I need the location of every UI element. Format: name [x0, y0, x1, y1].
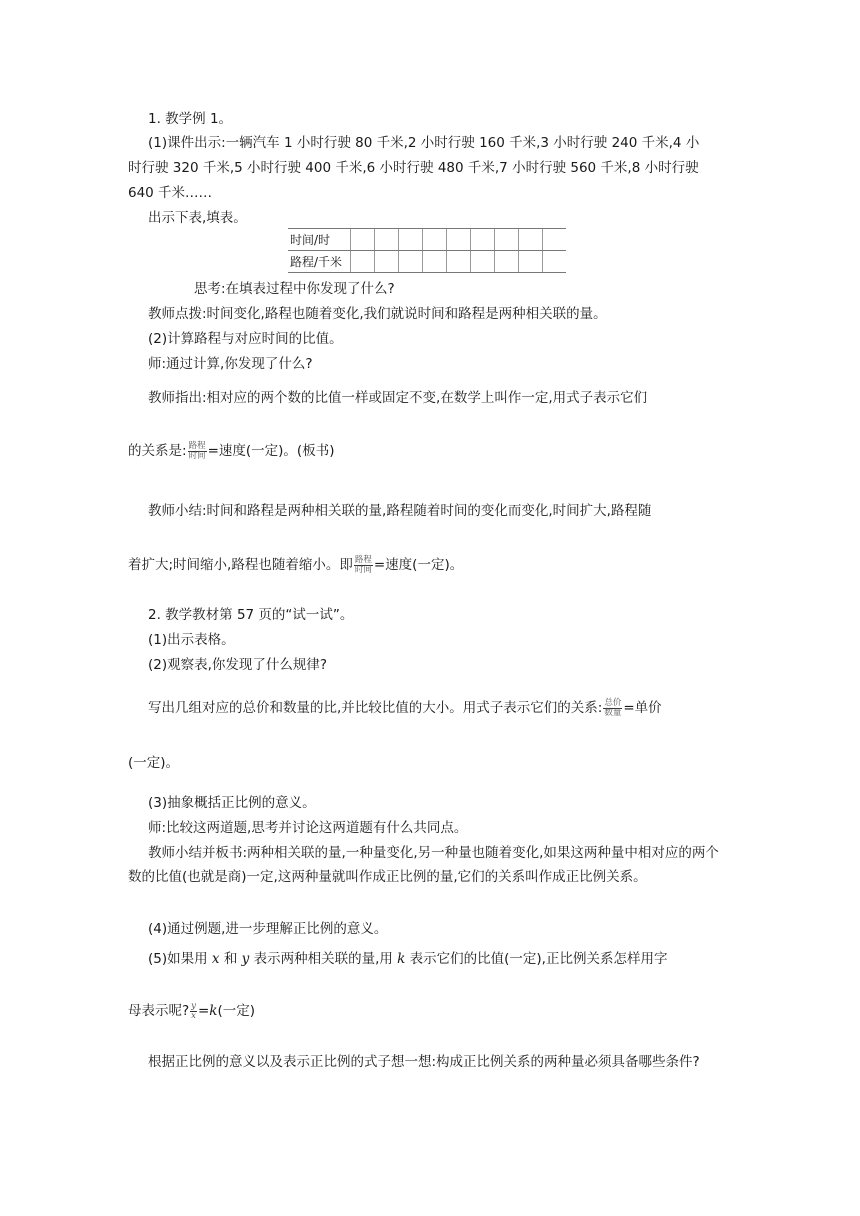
- teacher-summary-definition: 教师小结并板书:两种相关联的量,一种量变化,另一种量也随着变化,如果这两种量中相对应的两个数的比值(也就是商)一定,这两种量就叫作成正比例的量,它们的关系叫作成正比例关系。: [128, 845, 719, 885]
- table-cell[interactable]: [519, 229, 543, 251]
- example-1-line-2: 时行驶 320 千米,5 小时行驶 400 千米,6 小时行驶 480 千米,7 小时行驶 560 千米,8 小时行驶: [128, 160, 699, 176]
- table-cell[interactable]: [471, 251, 495, 273]
- step-1-show-table: (1)出示表格。: [148, 632, 235, 648]
- table-cell[interactable]: [423, 229, 447, 251]
- write-ratio-line-2: (一定)。: [128, 755, 180, 771]
- table-cell[interactable]: [375, 229, 399, 251]
- step-4-understand: (4)通过例题,进一步理解正比例的意义。: [148, 921, 388, 937]
- teacher-compare: 师:比较这两道题,思考并讨论这两道题有什么共同点。: [148, 820, 468, 836]
- table-cell[interactable]: [495, 229, 519, 251]
- table-cell[interactable]: [351, 251, 375, 273]
- step-2-observe: (2)观察表,你发现了什么规律?: [148, 657, 328, 673]
- table-row-time: [288, 229, 566, 251]
- fraction-total-over-quantity: $\frac{\text{总价}}{\text{数量}}$: [604, 697, 622, 718]
- teacher-summary-line-2: 着扩大;时间缩小,路程也随着缩小。即 $\frac{\text{路程}}{\text{时间}}$ =速度(一定)。: [128, 554, 464, 575]
- fill-in-table: [288, 228, 566, 273]
- step-5-formula: 母表示呢? $\frac{y}{x}$ =k(一定): [128, 1000, 256, 1021]
- table-intro: 出示下表,填表。: [148, 210, 247, 226]
- table-cell[interactable]: [399, 229, 423, 251]
- table-cell[interactable]: [351, 229, 375, 251]
- fraction-distance-over-time: $\frac{\text{路程}}{\text{时间}}$: [354, 554, 372, 575]
- teacher-question: 师:通过计算,你发现了什么?: [148, 356, 313, 372]
- teacher-hint: 教师点拨:时间变化,路程也随着变化,我们就说时间和路程是两种相关联的量。: [148, 306, 607, 322]
- teacher-indicate: 教师指出:相对应的两个数的比值一样或固定不变,在数学上叫作一定,用式子表示它们: [148, 390, 648, 406]
- final-question: 根据正比例的意义以及表示正比例的式子想一想:构成正比例关系的两种量必须具备哪些条件?: [148, 1054, 700, 1070]
- fraction-y-over-x: $\frac{y}{x}$: [191, 1000, 196, 1021]
- table-row-distance: [288, 251, 566, 273]
- think-question: 思考:在填表过程中你发现了什么?: [194, 281, 395, 297]
- example-1-line-1: (1)课件出示:一辆汽车 1 小时行驶 80 千米,2 小时行驶 160 千米,3 小时行驶 240 千米,4 小: [148, 135, 700, 151]
- step-3-abstract: (3)抽象概括正比例的意义。: [148, 795, 316, 811]
- table-cell[interactable]: [543, 251, 567, 273]
- table-cell[interactable]: [471, 229, 495, 251]
- step-2-text: (2)计算路程与对应时间的比值。: [148, 331, 343, 347]
- table-cell[interactable]: [447, 251, 471, 273]
- table-cell[interactable]: [399, 251, 423, 273]
- table-cell[interactable]: [423, 251, 447, 273]
- example-1-line-3: 640 千米……: [128, 185, 213, 201]
- table-cell[interactable]: [495, 251, 519, 273]
- table-cell[interactable]: [519, 251, 543, 273]
- section-1-title: 1. 教学例 1。: [148, 111, 233, 127]
- relation-prefix: 的关系是:: [128, 443, 187, 459]
- table-cell[interactable]: [375, 251, 399, 273]
- step-5-letters: (5)如果用 x 和 y 表示两种相关联的量,用 k 表示它们的比值(一定),正比例关系怎样用字: [148, 951, 668, 967]
- fraction-distance-over-time: $\frac{\text{路程}}{\text{时间}}$: [188, 440, 206, 461]
- relation-formula-line: [128, 440, 334, 462]
- table-row-label: 路程/千米: [288, 251, 351, 273]
- relation-suffix: =速度(一定)。(板书): [207, 443, 335, 459]
- teacher-summary-line-1: 教师小结:时间和路程是两种相关联的量,路程随着时间的变化而变化,时间扩大,路程随: [148, 503, 652, 519]
- write-ratio-line: 写出几组对应的总价和数量的比,并比较比值的大小。用式子表示它们的关系: $\frac{\text{总价}}{\text{数量}}$ =单价: [148, 697, 662, 718]
- table-cell[interactable]: [543, 229, 567, 251]
- table-row-label: 时间/时: [288, 229, 351, 251]
- table-cell[interactable]: [447, 229, 471, 251]
- section-2-title: 2. 教学教材第 57 页的“试一试”。: [148, 607, 354, 623]
